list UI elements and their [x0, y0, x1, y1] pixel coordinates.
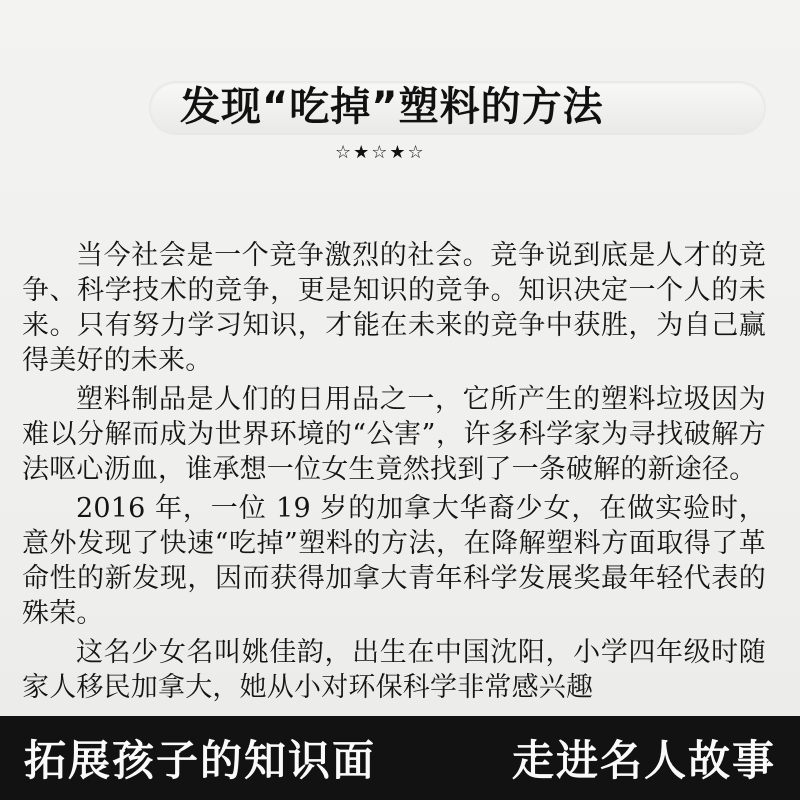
paragraph-1: 当今社会是一个竞争激烈的社会。竞争说到底是人才的竞争、科学技术的竞争，更是知识的竞争。知识决定一个人的未来。只有努力学习知识，才能在未来的竞争中获胜，为自己赢得美好的未来。 — [22, 240, 766, 376]
star-rating: ☆★☆★☆ — [335, 142, 426, 163]
paragraph-3: 2016 年，一位 19 岁的加拿大华裔少女，在做实验时，意外发现了快速“吃掉”塑料的方法，在降解塑料方面取得了革命性的新发现，因而获得加拿大青年科学发展奖最年轻代表的殊荣。 — [22, 493, 766, 629]
article-body — [22, 238, 766, 709]
paragraph-4: 这名少女名叫姚佳韵，出生在中国沈阳，小学四年级时随家人移民加拿大，她从小对环保科学非常感兴趣 — [22, 637, 766, 703]
banner-left-text: 拓展孩子的知识面 — [24, 736, 377, 785]
paragraph-2: 塑料制品是人们的日用品之一，它所产生的塑料垃圾因为难以分解而成为世界环境的“公害”，许多科学家为寻找破解方法呕心沥血，谁承想一位女生竟然找到了一条破解的新途径。 — [22, 384, 766, 485]
banner-right-text: 走进名人故事 — [511, 736, 776, 785]
promo-banner — [0, 716, 800, 800]
chapter-title: 发现“吃掉”塑料的方法 — [180, 84, 604, 130]
